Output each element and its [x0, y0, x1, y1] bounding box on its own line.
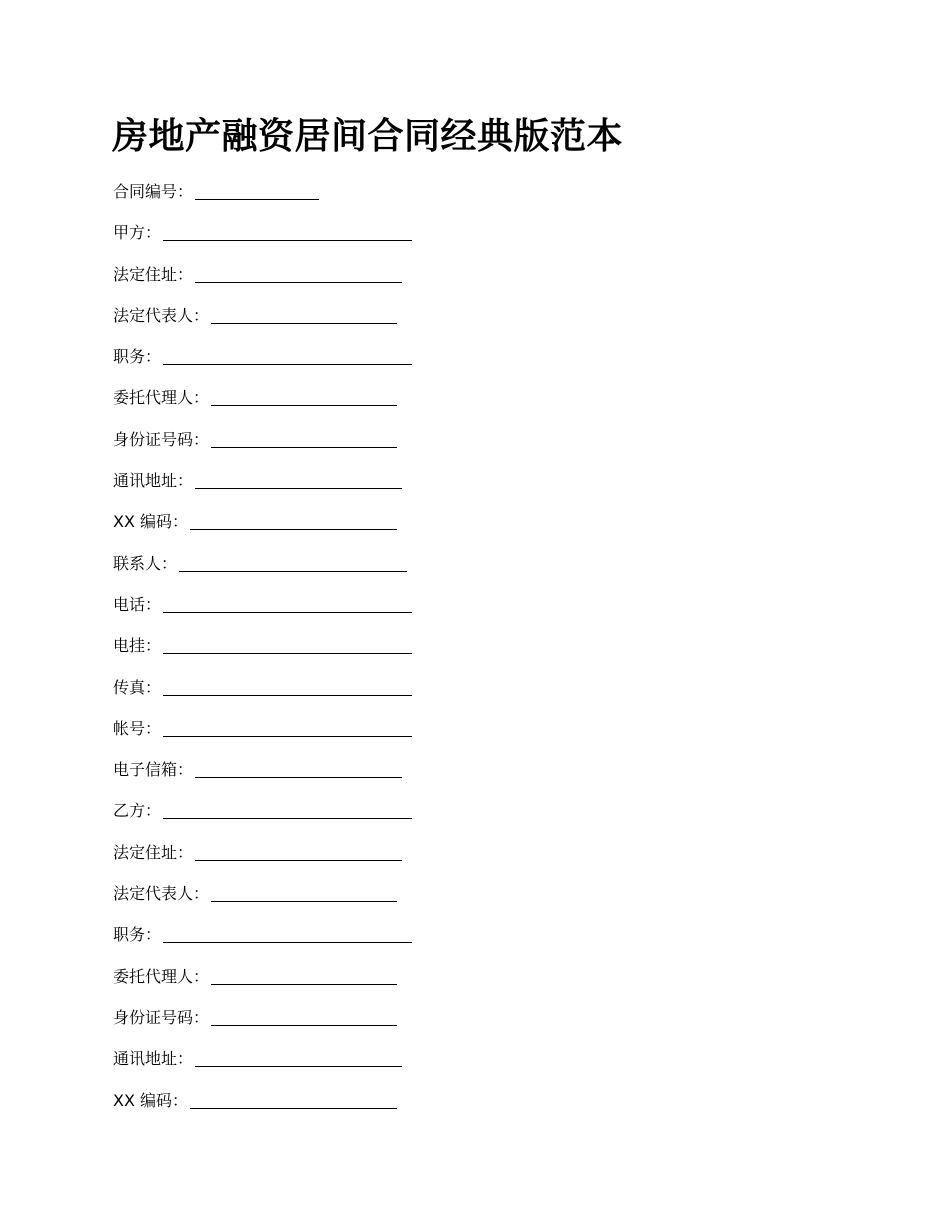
blank-line[interactable]	[190, 509, 397, 530]
field-label: 职务：	[113, 925, 162, 945]
field-party-a-phone	[113, 592, 833, 633]
field-party-a-mailing-address	[113, 468, 833, 509]
field-party-a-account	[113, 716, 833, 757]
field-label: 电子信箱：	[113, 760, 194, 780]
field-party-b-mailing-address	[113, 1046, 833, 1087]
blank-line[interactable]	[195, 840, 402, 861]
blank-line[interactable]	[190, 1088, 397, 1109]
field-party-a-email	[113, 757, 833, 798]
blank-line[interactable]	[163, 633, 412, 654]
field-party-b-id-number	[113, 1005, 833, 1046]
blank-line[interactable]	[163, 798, 412, 819]
document-title: 房地产融资居间合同经典版范本	[112, 116, 624, 157]
blank-line[interactable]	[211, 427, 397, 448]
field-party-a-contact	[113, 551, 833, 592]
blank-line[interactable]	[179, 551, 407, 572]
field-label: 电挂：	[113, 636, 162, 656]
field-label: 身份证号码：	[113, 1007, 210, 1027]
field-label: 帐号：	[113, 718, 162, 738]
field-label: 委托代理人：	[113, 966, 210, 986]
field-contract-number	[113, 179, 833, 220]
field-party-a-legal-address	[113, 262, 833, 303]
blank-line[interactable]	[195, 179, 319, 200]
blank-line[interactable]	[163, 344, 412, 365]
blank-line[interactable]	[195, 757, 402, 778]
field-party-b-legal-address	[113, 840, 833, 881]
field-party-b-position	[113, 922, 833, 963]
field-label: 电话：	[113, 594, 162, 614]
field-label: XX 编码：	[113, 512, 189, 532]
blank-line[interactable]	[195, 262, 402, 283]
blank-line[interactable]	[195, 1046, 402, 1067]
field-party-a-legal-representative	[113, 303, 833, 344]
field-label: 通讯地址：	[113, 471, 194, 491]
field-party-a-postal-code	[113, 509, 833, 550]
field-label: 委托代理人：	[113, 388, 210, 408]
field-party-b-legal-representative	[113, 881, 833, 922]
field-party-b-agent	[113, 964, 833, 1005]
field-label: 通讯地址：	[113, 1049, 194, 1069]
field-party-a-fax	[113, 675, 833, 716]
contract-party-fields	[113, 179, 833, 1129]
blank-line[interactable]	[211, 303, 397, 324]
field-label: 法定代表人：	[113, 305, 210, 325]
blank-line[interactable]	[211, 1005, 397, 1026]
field-party-a-id-number	[113, 427, 833, 468]
field-party-a-agent	[113, 385, 833, 426]
field-party-a-telegraph	[113, 633, 833, 674]
field-label: 联系人：	[113, 553, 178, 573]
field-label: XX 编码：	[113, 1090, 189, 1110]
field-party-b	[113, 798, 833, 839]
field-label: 合同编号：	[113, 182, 194, 201]
field-label: 职务：	[113, 347, 162, 367]
field-party-a-position	[113, 344, 833, 385]
field-label: 传真：	[113, 677, 162, 697]
field-label: 法定住址：	[113, 264, 194, 284]
field-label: 法定代表人：	[113, 884, 210, 904]
blank-line[interactable]	[211, 964, 397, 985]
blank-line[interactable]	[195, 468, 402, 489]
blank-line[interactable]	[211, 385, 397, 406]
blank-line[interactable]	[211, 881, 397, 902]
field-party-b-postal-code	[113, 1088, 833, 1129]
blank-line[interactable]	[163, 592, 412, 613]
blank-line[interactable]	[163, 922, 412, 943]
field-label: 乙方：	[113, 801, 162, 821]
field-label: 法定住址：	[113, 842, 194, 862]
blank-line[interactable]	[163, 220, 412, 241]
field-label: 甲方：	[113, 223, 162, 243]
field-party-a	[113, 220, 833, 261]
field-label: 身份证号码：	[113, 429, 210, 449]
blank-line[interactable]	[163, 716, 412, 737]
blank-line[interactable]	[163, 675, 412, 696]
